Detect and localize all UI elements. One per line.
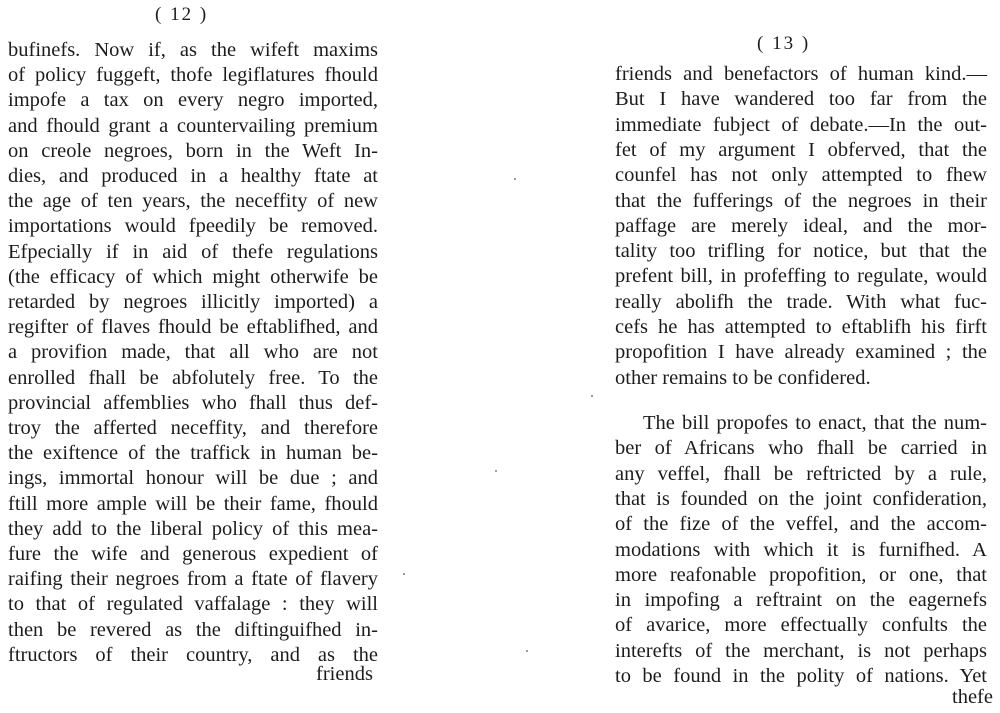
text-line: impofe a tax on every negro imported,: [8, 89, 378, 112]
text-line: fet of my argument I obferved, that the: [615, 138, 987, 161]
text-line: fure the wife and generous expedient of: [8, 543, 378, 565]
text-line: raifing their negroes from a ftate of flavery: [8, 568, 378, 591]
text-line: more reafonable propofition, or one, that: [615, 563, 987, 586]
text-line: bufinefs. Now if, as the wifeft maxims: [8, 39, 378, 61]
text-line: ftructors of their country, and as the: [8, 643, 378, 666]
text-line: a provifion made, that all who are not: [8, 341, 378, 364]
text-line: counfel has not only attempted to fhew: [615, 164, 987, 187]
text-line: friends and benefactors of human kind.—: [615, 63, 987, 85]
text-line: prefent bill, in profeffing to regulate, would: [615, 265, 987, 288]
text-line: importations would fpeedily be removed.: [8, 215, 378, 238]
text-line: to be found in the polity of nations. Yet: [615, 665, 987, 687]
text-line: ber of Africans who fhall be carried in: [615, 437, 987, 460]
text-line: But I have wandered too far from the: [615, 88, 987, 111]
text-line: of the fize of the veffel, and the accom-: [615, 513, 987, 536]
text-line: modations with which it is furnifhed. A: [615, 538, 987, 561]
text-line: immediate fubject of debate.—In the out-: [615, 113, 987, 136]
text-line: the age of ten years, the neceffity of new: [8, 190, 378, 213]
text-line: then be revered as the diftinguifhed in-: [8, 618, 378, 641]
text-line: dies, and produced in a healthy ftate at: [8, 165, 378, 187]
text-line: (the efficacy of which might otherwife be: [8, 265, 378, 288]
paper-speck: [526, 650, 528, 652]
text-line: and fhould grant a countervailing premium: [8, 114, 378, 137]
text-line: that the fufferings of the negroes in their: [615, 189, 987, 212]
text-line: cefs he has attempted to eftablifh his firft: [615, 316, 987, 338]
text-line: tality too trifling for notice, but that the: [615, 240, 987, 263]
left-catchword: friends: [316, 663, 373, 685]
text-line: Efpecially if in aid of thefe regulations: [8, 240, 378, 263]
text-line: they add to the liberal policy of this mea-: [8, 517, 378, 540]
text-line: troy the afferted neceffity, and therefore: [8, 417, 378, 439]
text-line: to that of regulated vaffalage : they will: [8, 593, 378, 616]
paper-speck: [495, 470, 497, 472]
text-line: ings, immortal honour will be due ; and: [8, 467, 378, 490]
text-line: paffage are merely ideal, and the mor-: [615, 214, 987, 237]
text-line: enrolled fhall be abfolutely free. To the: [8, 366, 378, 389]
text-line: regifter of flaves fhould be eftablifhed, and: [8, 316, 378, 339]
text-line: that is founded on the joint confideration,: [615, 487, 987, 510]
text-line: other remains to be confidered.: [615, 366, 871, 389]
text-line: of policy fuggeft, thofe legiflatures fhould: [8, 64, 378, 87]
left-page-number: ( 12 ): [155, 4, 209, 25]
text-line: of avarice, more effectually confults the: [615, 614, 987, 637]
text-line: provincial affemblies who fhall thus def-: [8, 391, 378, 414]
text-line: any veffel, fhall be reftricted by a rule,: [615, 462, 987, 485]
text-line: in impofing a reftraint on the eagernefs: [615, 589, 987, 612]
text-line: on creole negroes, born in the Weft In-: [8, 139, 378, 162]
text-line: ftill more ample will be their fame, fhould: [8, 492, 378, 515]
paper-speck: [403, 573, 405, 575]
text-line: interefts of the merchant, is not perhaps: [615, 639, 987, 662]
right-page-number: ( 13 ): [757, 33, 811, 54]
right-catchword: thefe: [952, 686, 993, 708]
text-line: the exiftence of the traffick in human be-: [8, 442, 378, 465]
text-line: The bill propofes to enact, that the num-: [643, 412, 987, 434]
text-line: retarded by negroes illicitly imported) a: [8, 291, 378, 313]
text-line: propofition I have already examined ; the: [615, 341, 987, 364]
paper-speck: [591, 395, 593, 397]
paper-speck: [514, 178, 516, 180]
text-line: really abolifh the trade. With what fuc-: [615, 290, 987, 313]
